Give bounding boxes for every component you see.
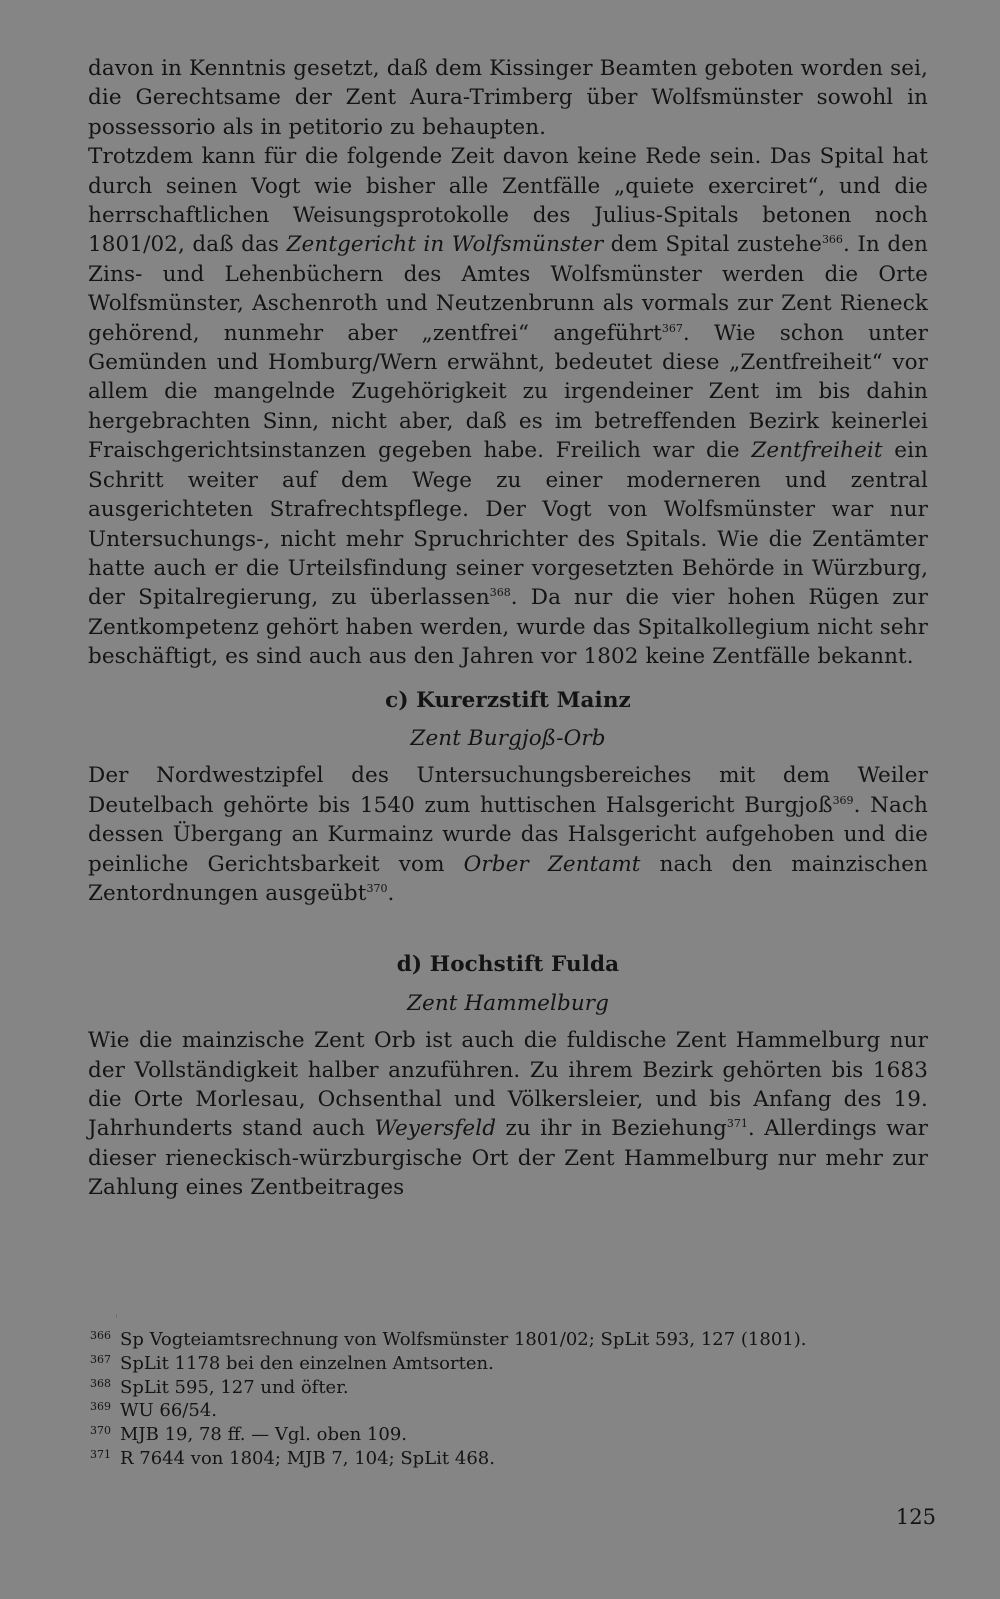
footnote-number: 370: [90, 1424, 111, 1438]
footnote-ref: 366: [821, 233, 843, 247]
footnote-number: 366: [90, 1329, 111, 1342]
footnote-number: 368: [90, 1376, 111, 1390]
footnote-text: SpLit 595, 127 und öfter.: [120, 1376, 349, 1398]
text-run: . Da nur die vier hohen Rügen zur Zentkompetenz gehört haben werden, wurde das Spitalkollegium nicht sehr beschäftigt, es sind auch aus den Jahren vor 1802 keine Zentfälle bekannt.: [88, 585, 928, 670]
footnote-ref: 370: [366, 881, 388, 895]
footnote-370: [90, 1423, 930, 1447]
text-run: .: [387, 880, 395, 906]
subsection-heading-c: Zent Burgjoß-Orb: [410, 725, 606, 751]
emphasis: Zentgericht in Wolfsmünster: [286, 232, 604, 258]
footnote-number: 371: [90, 1447, 111, 1461]
paragraph-3: [88, 761, 928, 908]
text-run: ein Schritt weiter auf dem Wege zu einer moderneren und zentral ausgerichteten Strafrechtspflege. Der Vogt von Wolfsmünster war nur Untersuchungs-, nicht mehr Spruchrichter des Spitals. Wie die Zentämter hatte auch er die Urteilsfindung seiner vorgesetzten Behörde in Würzburg, der Spitalregierung, zu überlassen: [88, 438, 929, 611]
text-run: dem Spital zustehe: [610, 232, 822, 258]
text-run: Trotzdem kann für die folgende Zeit davon keine Rede sein. Das Spital hat durch seinen Vogt wie bisher alle Zentfälle „quiete exerciret“, und die herrschaftlichen Weisungsprotokolle des Julius-Spitals betonen noch 1801/02, daß das: [88, 144, 928, 258]
footnote-367: [90, 1352, 930, 1376]
text-run: Wie die mainzische Zent Orb ist auch die fuldische Zent Hammelburg nur der Vollständigkeit halber anzuführen. Zu ihrem Bezirk gehörten bis 1683 die Orte Morlesau, Ochsenthal und Völkersleier, und bis Anfang des 19. Jahrhunderts stand auch: [88, 1028, 928, 1142]
footnote-371: [90, 1447, 930, 1471]
footnote-text: R 7644 von 1804; MJB 7, 104; SpLit 468.: [120, 1447, 495, 1469]
footnote-text: WU 66/54.: [120, 1400, 217, 1422]
paragraph-4: [88, 1026, 928, 1202]
footnote-text: SpLit 1178 bei den einzelnen Amtsorten.: [120, 1352, 494, 1374]
footnote-ref: 371: [726, 1117, 748, 1131]
emphasis: Weyersfeld: [374, 1116, 497, 1142]
paragraph-2: [88, 142, 928, 671]
footnote-text: MJB 19, 78 ff. — Vgl. oben 109.: [120, 1424, 408, 1446]
footnote-number: 369: [90, 1400, 111, 1414]
main-text: [88, 54, 928, 1203]
page-number: 125: [895, 1505, 936, 1529]
emphasis: Zentfreiheit: [751, 438, 883, 464]
footnote-number: 367: [90, 1352, 111, 1366]
text-run: . Allerdings war dieser rieneckisch-würzburgische Ort der Zent Hammelburg nur mehr zur Zahlung eines Zentbeitrages: [88, 1116, 929, 1201]
text-run: . Nach dessen Übergang an Kurmainz wurde das Halsgericht aufgehoben und die peinliche Gerichtsbarkeit vom: [88, 792, 928, 877]
text-run: . In den Zins- und Lehenbüchern des Amtes Wolfsmünster werden die Orte Wolfsmünster, Aschenroth und Neutzenbrunn als vormals zur Zent Rieneck gehörend, nunmehr aber „zentfrei“ angeführt: [88, 232, 928, 346]
footnote-ref: 368: [489, 586, 511, 600]
footnote-366: [90, 1328, 930, 1352]
subsection-heading-d: Zent Hammelburg: [406, 990, 610, 1016]
footnote-text: Sp Vogteiamtsrechnung von Wolfsmünster 1801/02; SpLit 593, 127 (1801).: [120, 1329, 807, 1350]
section-heading-c: c) Kurerzstift Mainz: [385, 687, 631, 713]
footnote-ref: 367: [661, 321, 683, 335]
text-run: . Wie schon unter Gemünden und Homburg/Wern erwähnt, bedeutet diese „Zentfreiheit“ vor allem die mangelnde Zugehörigkeit zu irgendeiner Zent im bis dahin hergebrachten Sinn, nicht aber, daß es im betreffenden Bezirk keinerlei Fraischgerichtsinstanzen gegeben habe. Freilich war die: [88, 320, 928, 464]
text-run: nach den mainzischen Zentordnungen ausgeübt: [88, 851, 928, 906]
emphasis: Orber Zentamt: [463, 851, 641, 877]
footnote-368: [90, 1376, 930, 1400]
footnote-ref: 369: [832, 793, 854, 807]
section-heading-d: d) Hochstift Fulda: [396, 952, 620, 978]
paragraph-1: [88, 54, 928, 142]
footnote-369: [90, 1399, 930, 1423]
text-run: Der Nordwestzipfel des Untersuchungsbereiches mit dem Weiler Deutelbach gehörte bis 1540 zum huttischen Halsgericht Burgjoß: [88, 763, 928, 818]
text-run: zu ihr in Beziehung: [505, 1116, 727, 1142]
text-run: davon in Kenntnis gesetzt, daß dem Kissinger Beamten geboten worden sei, die Gerechtsame der Zent Aura-Trimberg über Wolfsmünster sowohl in possessorio als in petitorio zu behaupten.: [88, 56, 928, 140]
footnote-separator: [116, 1314, 117, 1318]
footnotes: [90, 1328, 930, 1471]
